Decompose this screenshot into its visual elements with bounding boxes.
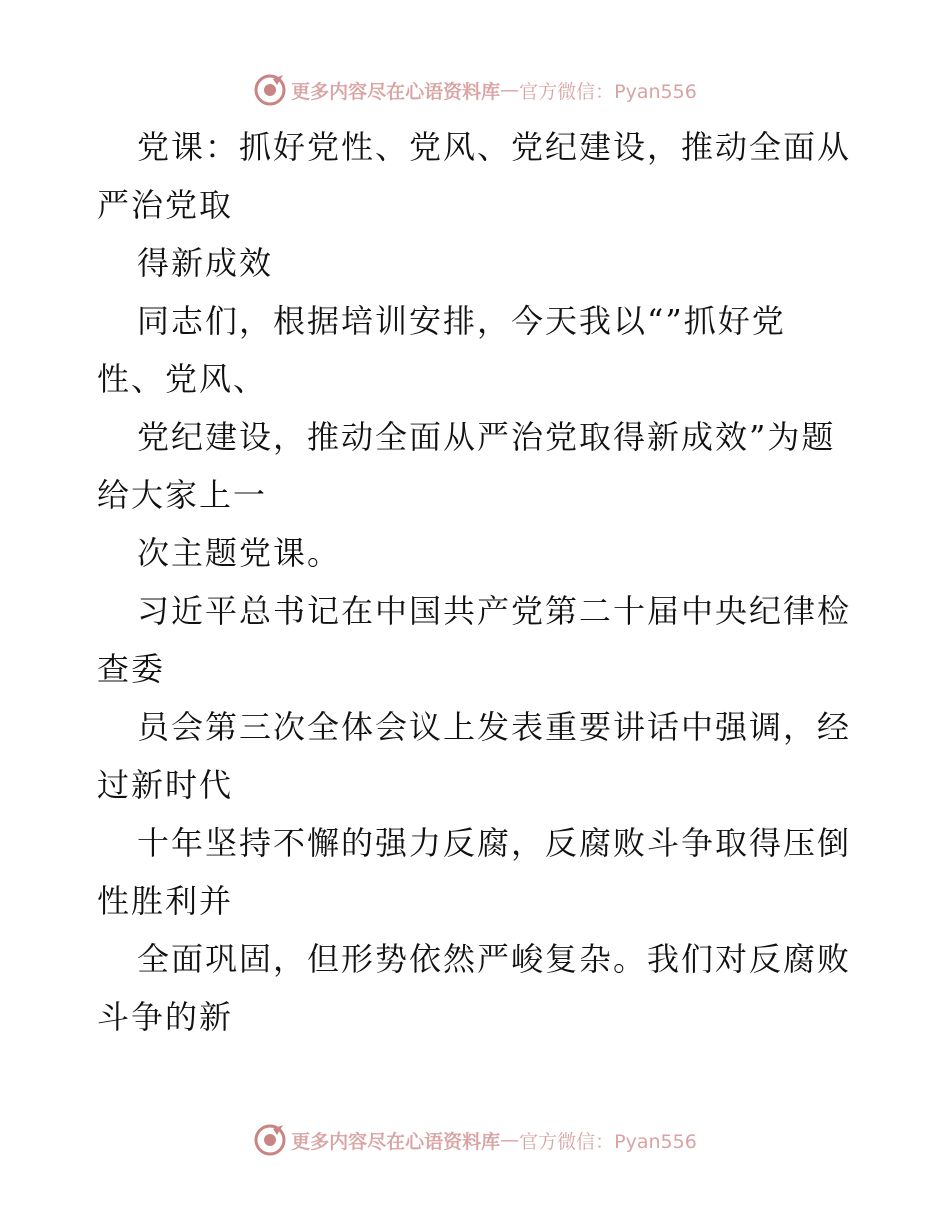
watermark-footer <box>0 1120 950 1160</box>
text-line: 性胜利并 <box>97 882 234 920</box>
watermark-wechat: 官方微信：Pyan556 <box>519 1130 697 1153</box>
text-line: 性、党风、 <box>97 360 268 398</box>
document-body <box>97 118 857 1046</box>
text-line: 查委 <box>97 650 166 688</box>
text-line: 十年坚持不懈的强力反腐，反腐败斗争取得压倒 <box>137 824 852 862</box>
watermark-separator: — <box>500 79 520 101</box>
text-line: 全面巩固，但形势依然严峻复杂。我们对反腐败 <box>137 940 852 978</box>
brand-logo-icon <box>253 73 287 107</box>
watermark-separator: — <box>500 1129 520 1151</box>
text-line: 斗争的新 <box>97 998 234 1036</box>
text-line: 习近平总书记在中国共产党第二十届中央纪律检 <box>137 592 852 630</box>
watermark-wechat: 官方微信：Pyan556 <box>519 80 697 103</box>
text-line: 过新时代 <box>97 766 234 804</box>
text-line: 党纪建设，推动全面从严治党取得新成效”为题 <box>137 418 836 456</box>
text-line: 给大家上一 <box>97 476 268 514</box>
text-line: 严治党取 <box>97 186 234 224</box>
text-line: 得新成效 <box>137 244 274 282</box>
text-line: 同志们，根据培训安排，今天我以“”抓好党 <box>137 302 786 340</box>
text-line: 党课：抓好党性、党风、党纪建设，推动全面从 <box>137 128 852 166</box>
text-line: 次主题党课。 <box>137 534 342 572</box>
text-line: 员会第三次全体会议上发表重要讲话中强调，经 <box>137 708 852 746</box>
brand-logo-icon <box>253 1123 287 1157</box>
watermark-header <box>0 70 950 110</box>
watermark-brand: 更多内容尽在心语资料库 <box>291 1130 501 1153</box>
watermark-brand: 更多内容尽在心语资料库 <box>291 80 501 103</box>
